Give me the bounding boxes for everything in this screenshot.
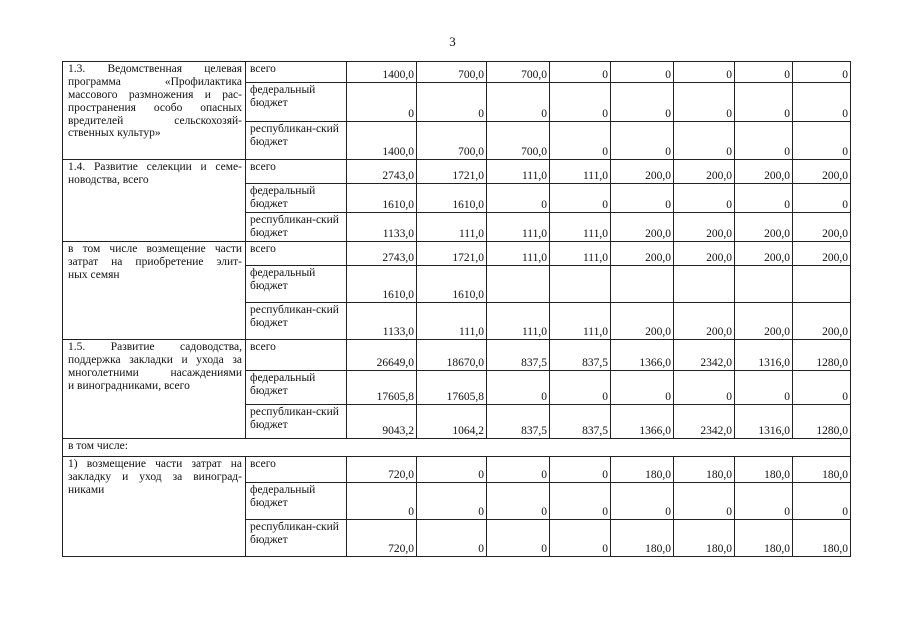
value-cell: 111,0: [487, 213, 550, 242]
section-title-line: многолетними насаждениями: [68, 366, 242, 379]
value-cell: 200,0: [793, 242, 851, 266]
value-cell: 0: [347, 83, 417, 122]
section-title-line: пространения особо опасных: [68, 101, 242, 114]
section-title-line: вредителей сельскохозяй-: [68, 114, 242, 127]
section-title-line: ственных культур»: [68, 127, 161, 140]
value-cell: 2743,0: [347, 242, 417, 266]
value-cell: 0: [793, 184, 851, 213]
kind-republican: республикан-ский бюджет: [246, 520, 347, 557]
section-title: [63, 160, 246, 242]
value-cell: 0: [550, 122, 611, 160]
value-cell: 0: [735, 184, 793, 213]
value-cell: 200,0: [735, 242, 793, 266]
kind-federal: федеральный бюджет: [246, 83, 347, 122]
value-cell: 200,0: [674, 213, 735, 242]
value-cell: 200,0: [793, 213, 851, 242]
value-cell: 200,0: [611, 213, 674, 242]
value-cell: 1610,0: [347, 266, 417, 303]
value-cell: 0: [487, 457, 550, 483]
value-cell: 0: [793, 83, 851, 122]
value-cell: 0: [735, 483, 793, 520]
table-row: [63, 340, 851, 371]
kind-federal: федеральный бюджет: [246, 184, 347, 213]
value-cell: 111,0: [417, 303, 487, 340]
value-cell: 1610,0: [347, 184, 417, 213]
value-cell: 111,0: [550, 303, 611, 340]
value-cell: 0: [735, 122, 793, 160]
value-cell: 2342,0: [674, 340, 735, 371]
section-title-line: и виноградниками, всего: [68, 379, 190, 392]
kind-federal: федеральный бюджет: [246, 266, 347, 303]
value-cell: 1280,0: [793, 405, 851, 439]
value-cell: 18670,0: [417, 340, 487, 371]
section-title-line: ных семян: [68, 268, 120, 281]
kind-total: всего: [246, 242, 347, 266]
value-cell: 837,5: [487, 405, 550, 439]
value-cell: [611, 266, 674, 303]
table-row: [63, 62, 851, 83]
kind-total: всего: [246, 62, 347, 83]
value-cell: 180,0: [735, 520, 793, 557]
value-cell: 200,0: [735, 213, 793, 242]
section-title-line: поддержка закладки и ухода за: [68, 353, 242, 366]
value-cell: 180,0: [611, 457, 674, 483]
value-cell: 1721,0: [417, 160, 487, 184]
value-cell: 111,0: [487, 303, 550, 340]
value-cell: 2342,0: [674, 405, 735, 439]
value-cell: 0: [611, 83, 674, 122]
section-title-line: 1.3. Ведомственная целевая программа «Профилактика: [68, 63, 242, 88]
section-title-line: закладку и уход за виноград-: [68, 470, 242, 483]
section-title: [63, 242, 246, 340]
table-row: [63, 160, 851, 184]
value-cell: 200,0: [674, 242, 735, 266]
value-cell: 0: [550, 520, 611, 557]
value-cell: 200,0: [735, 303, 793, 340]
value-cell: 1721,0: [417, 242, 487, 266]
table-row: [63, 457, 851, 483]
kind-republican: республикан-ский бюджет: [246, 405, 347, 439]
value-cell: 700,0: [487, 62, 550, 83]
value-cell: 180,0: [611, 520, 674, 557]
value-cell: [487, 266, 550, 303]
value-cell: 0: [550, 184, 611, 213]
kind-federal: федеральный бюджет: [246, 483, 347, 520]
value-cell: 700,0: [417, 122, 487, 160]
value-cell: 200,0: [793, 303, 851, 340]
value-cell: 111,0: [550, 242, 611, 266]
kind-federal: федеральный бюджет: [246, 371, 347, 405]
value-cell: 0: [674, 83, 735, 122]
value-cell: 0: [417, 457, 487, 483]
value-cell: 1400,0: [347, 122, 417, 160]
value-cell: 0: [487, 371, 550, 405]
value-cell: 1366,0: [611, 340, 674, 371]
page-number: 3: [449, 34, 456, 49]
value-cell: 200,0: [793, 160, 851, 184]
value-cell: 700,0: [417, 62, 487, 83]
value-cell: 111,0: [487, 160, 550, 184]
value-cell: 0: [611, 184, 674, 213]
value-cell: 200,0: [735, 160, 793, 184]
table-body: [63, 62, 851, 557]
value-cell: 0: [550, 371, 611, 405]
section-title: [63, 62, 246, 160]
value-cell: 0: [674, 184, 735, 213]
value-cell: 0: [674, 122, 735, 160]
value-cell: 17605,8: [347, 371, 417, 405]
value-cell: 1133,0: [347, 303, 417, 340]
kind-republican: республикан-ский бюджет: [246, 122, 347, 160]
kind-total: всего: [246, 340, 347, 371]
kind-total: всего: [246, 457, 347, 483]
value-cell: [735, 266, 793, 303]
value-cell: 0: [611, 483, 674, 520]
value-cell: 180,0: [674, 457, 735, 483]
value-cell: 0: [793, 371, 851, 405]
subheading-row: [63, 439, 851, 457]
budget-table: [62, 61, 851, 557]
value-cell: 1316,0: [735, 340, 793, 371]
value-cell: 0: [417, 520, 487, 557]
value-cell: 0: [347, 483, 417, 520]
value-cell: 720,0: [347, 520, 417, 557]
value-cell: 200,0: [611, 160, 674, 184]
value-cell: 0: [487, 184, 550, 213]
value-cell: 180,0: [793, 457, 851, 483]
value-cell: 0: [735, 83, 793, 122]
value-cell: 0: [611, 62, 674, 83]
section-title-line: 1) возмещение части затрат на: [68, 458, 242, 470]
subheading: в том числе:: [63, 439, 851, 457]
section-title-line: 1.4. Развитие селекции и семе-: [68, 161, 242, 173]
value-cell: 0: [487, 520, 550, 557]
value-cell: 0: [611, 371, 674, 405]
value-cell: 1133,0: [347, 213, 417, 242]
value-cell: [550, 266, 611, 303]
value-cell: 0: [550, 483, 611, 520]
value-cell: 0: [417, 483, 487, 520]
value-cell: 1610,0: [417, 266, 487, 303]
section-title-line: никами: [68, 483, 105, 496]
value-cell: 0: [550, 457, 611, 483]
value-cell: 0: [487, 83, 550, 122]
kind-republican: республикан-ский бюджет: [246, 213, 347, 242]
value-cell: 180,0: [735, 457, 793, 483]
value-cell: 0: [487, 483, 550, 520]
value-cell: 1064,2: [417, 405, 487, 439]
value-cell: 837,5: [487, 340, 550, 371]
value-cell: 0: [550, 62, 611, 83]
value-cell: 0: [793, 62, 851, 83]
value-cell: 0: [735, 62, 793, 83]
value-cell: 720,0: [347, 457, 417, 483]
value-cell: 837,5: [550, 340, 611, 371]
value-cell: 1280,0: [793, 340, 851, 371]
value-cell: 0: [735, 371, 793, 405]
kind-republican: республикан-ский бюджет: [246, 303, 347, 340]
value-cell: 111,0: [550, 160, 611, 184]
value-cell: 0: [674, 62, 735, 83]
section-title: [63, 340, 246, 439]
section-title-line: новодства, всего: [68, 173, 149, 186]
value-cell: 180,0: [793, 520, 851, 557]
value-cell: 200,0: [611, 303, 674, 340]
value-cell: 17605,8: [417, 371, 487, 405]
value-cell: 0: [550, 83, 611, 122]
value-cell: 200,0: [611, 242, 674, 266]
value-cell: 0: [793, 122, 851, 160]
value-cell: 837,5: [550, 405, 611, 439]
section-title-line: 1.5. Развитие садоводства,: [68, 341, 242, 353]
kind-total: всего: [246, 160, 347, 184]
value-cell: [793, 266, 851, 303]
value-cell: 111,0: [550, 213, 611, 242]
value-cell: [674, 266, 735, 303]
value-cell: 0: [674, 371, 735, 405]
value-cell: 111,0: [417, 213, 487, 242]
section-title-line: массового размножения и рас-: [68, 88, 242, 101]
value-cell: 0: [674, 483, 735, 520]
value-cell: 2743,0: [347, 160, 417, 184]
value-cell: 0: [417, 83, 487, 122]
value-cell: 26649,0: [347, 340, 417, 371]
section-title-line: затрат на приобретение элит-: [68, 255, 242, 268]
section-title-line: в том числе возмещение части: [68, 243, 242, 255]
value-cell: 180,0: [674, 520, 735, 557]
value-cell: 200,0: [674, 303, 735, 340]
value-cell: 1316,0: [735, 405, 793, 439]
value-cell: 1610,0: [417, 184, 487, 213]
value-cell: 0: [793, 483, 851, 520]
value-cell: 1400,0: [347, 62, 417, 83]
section-title: [63, 457, 246, 557]
value-cell: 700,0: [487, 122, 550, 160]
table-row: [63, 242, 851, 266]
value-cell: 0: [611, 122, 674, 160]
value-cell: 200,0: [674, 160, 735, 184]
value-cell: 1366,0: [611, 405, 674, 439]
value-cell: 9043,2: [347, 405, 417, 439]
value-cell: 111,0: [487, 242, 550, 266]
